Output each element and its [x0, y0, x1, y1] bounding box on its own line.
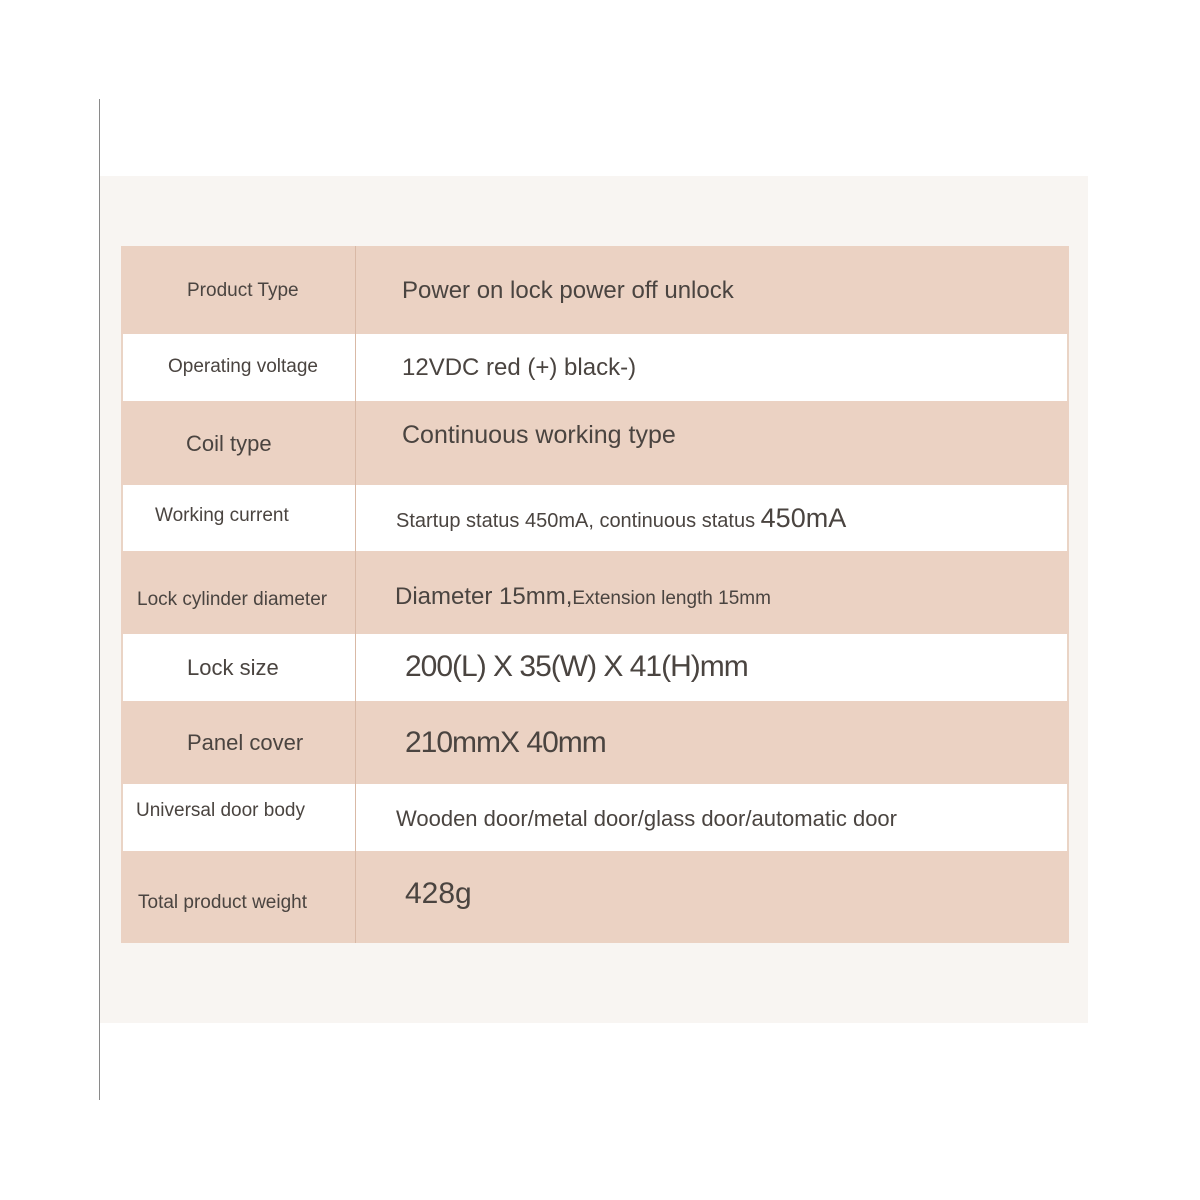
row-value-lock-size: 200(L) X 35(W) X 41(H)mm: [405, 650, 748, 683]
working-current-emphasis: 450mA: [760, 503, 847, 533]
row-label-working-current: Working current: [155, 505, 289, 526]
cylinder-extension-text: Extension length 15mm: [572, 588, 771, 609]
column-divider: [355, 246, 356, 943]
row-value-coil-type: Continuous working type: [402, 421, 676, 449]
row-label-total-product-weight: Total product weight: [138, 892, 307, 913]
row-label-product-type: Product Type: [187, 280, 299, 301]
row-value-total-product-weight: 428g: [405, 877, 472, 910]
table-row: [121, 401, 1069, 485]
row-label-lock-cylinder-diameter: Lock cylinder diameter: [137, 589, 328, 610]
spec-table: [121, 246, 1069, 943]
row-value-working-current: [396, 503, 846, 534]
row-label-operating-voltage: Operating voltage: [168, 356, 318, 377]
row-label-coil-type: Coil type: [186, 431, 272, 456]
table-row: [121, 246, 1069, 334]
table-row: [123, 485, 1067, 551]
working-current-text: Startup status 450mA, continuous status: [396, 510, 756, 532]
row-label-panel-cover: Panel cover: [187, 730, 304, 755]
cylinder-diameter-text: Diameter 15mm,: [395, 583, 573, 610]
row-value-operating-voltage: 12VDC red (+) black-): [402, 354, 637, 381]
table-row: [123, 634, 1067, 701]
row-value-lock-cylinder-diameter: [395, 583, 771, 611]
table-row: [123, 334, 1067, 401]
row-label-lock-size: Lock size: [187, 655, 279, 680]
table-row: [121, 551, 1069, 634]
row-value-universal-door-body: Wooden door/metal door/glass door/automatic door: [396, 806, 897, 831]
row-label-universal-door-body: Universal door body: [136, 800, 305, 821]
row-value-panel-cover: 210mmX 40mm: [405, 726, 606, 759]
row-value-product-type: Power on lock power off unlock: [402, 277, 734, 304]
table-row: [121, 851, 1069, 943]
table-row: [123, 784, 1067, 851]
table-row: [121, 701, 1069, 784]
